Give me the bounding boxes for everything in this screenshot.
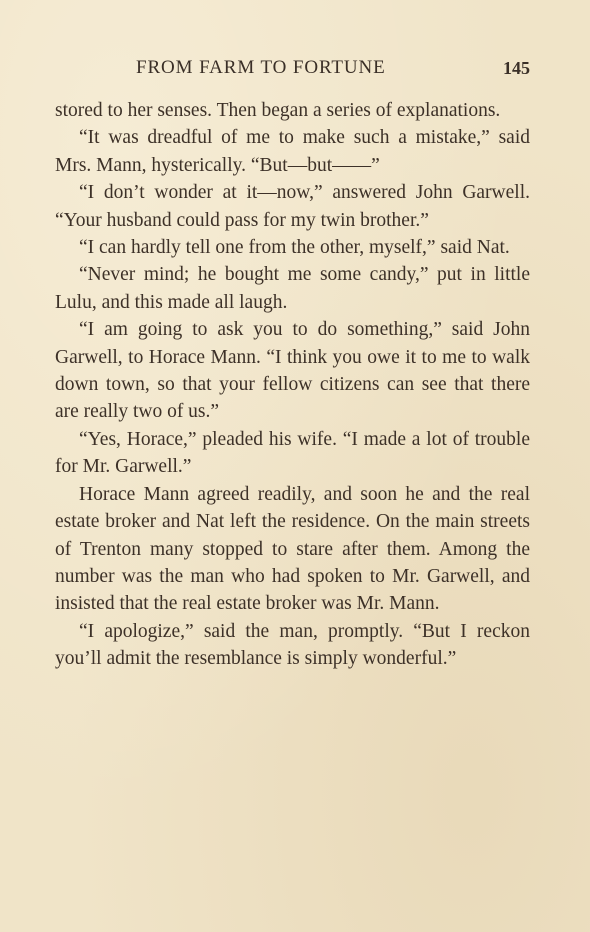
paragraph-7: “Yes, Horace,” pleaded his wife. “I made a lot of trouble for Mr. Garwell.” bbox=[55, 428, 530, 478]
running-title: FROM FARM TO FORTUNE bbox=[136, 57, 386, 78]
paragraph-2: “It was dreadful of me to make such a mistake,” said Mrs. Mann, hysterically. “But—but——” bbox=[55, 127, 530, 176]
paragraph-9: “I apologize,” said the man, promptly. “But I reckon you’ll admit the resemblance is simply wonderful.” bbox=[55, 620, 530, 670]
paragraph-4: “I can hardly tell one from the other, myself,” said Nat. bbox=[79, 237, 510, 259]
running-head bbox=[0, 57, 590, 83]
paragraph-5: “Never mind; he bought me some candy,” put in little Lulu, and this made all laugh. bbox=[55, 264, 530, 313]
paragraph-3: “I don’t wonder at it—now,” answered John Garwell. “Your husband could pass for my twin brother.” bbox=[55, 182, 530, 231]
paragraph-1: stored to her senses. Then began a series of explanations. bbox=[55, 100, 501, 121]
body-text bbox=[55, 97, 530, 673]
paragraph-6: “I am going to ask you to do something,” said John Garwell, to Horace Mann. “I think you owe it to me to walk down town, so that your fellow citizens can see that there are really two of us.” bbox=[55, 319, 530, 423]
paragraph-8: Horace Mann agreed readily, and soon he and the real estate broker and Nat left the residence. On the main streets of Trenton many stopped to stare after them. Among the number was the man who had spoken to Mr. Garwell, and insisted that the real estate broker was Mr. Mann. bbox=[55, 483, 530, 615]
page-number: 145 bbox=[503, 58, 530, 78]
